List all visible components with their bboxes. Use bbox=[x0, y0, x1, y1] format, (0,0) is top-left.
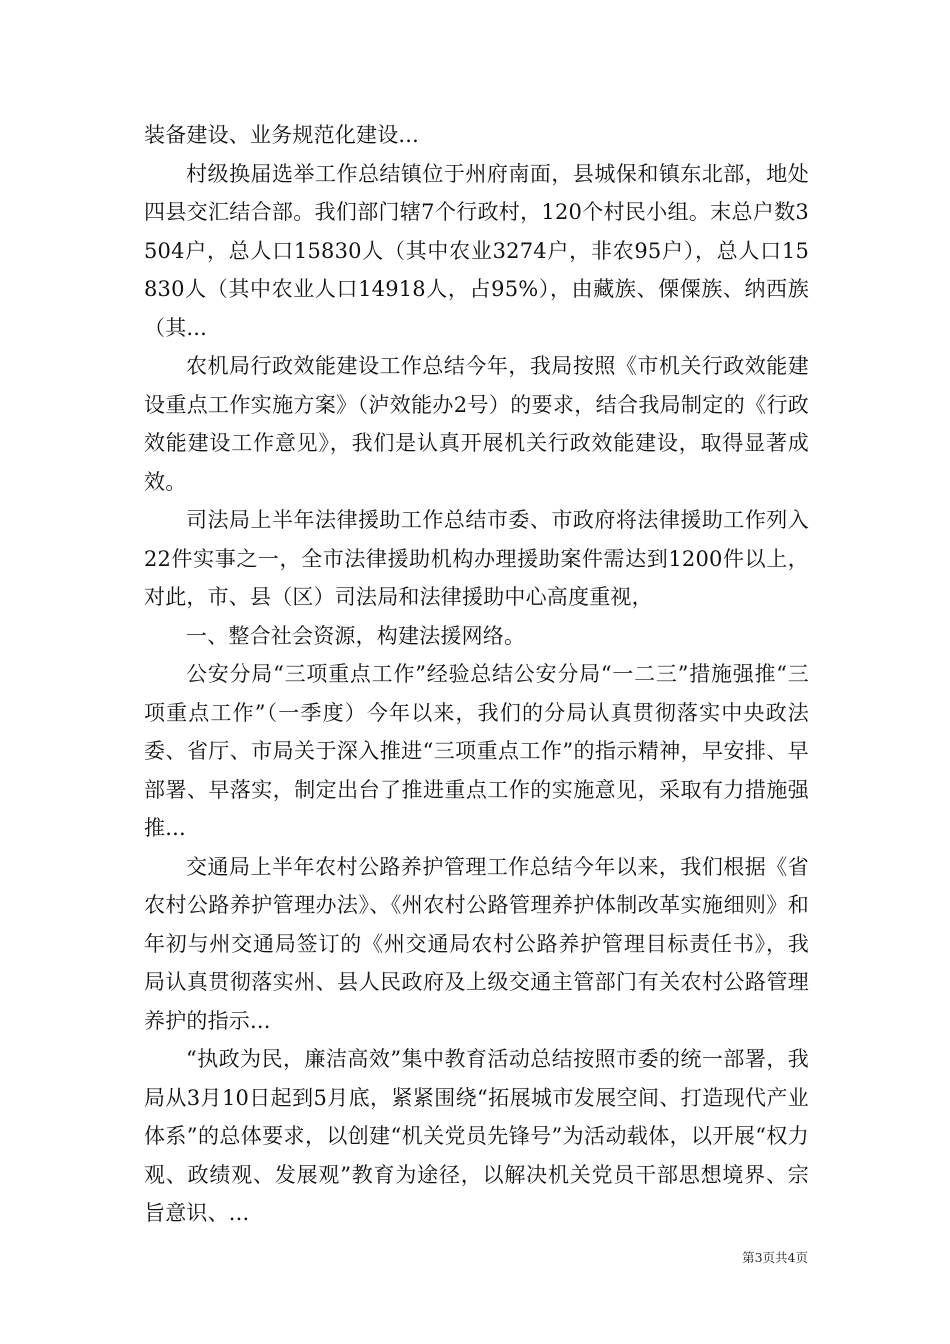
paragraph-2: 村级换届选举工作总结镇位于州府南面，县城保和镇东北部，地处四县交汇结合部。我们部门辖7个行政村，120个村民小组。末总户数3504户，总人口15830人（其中农业3274户，非农95户），总人口15830人（其中农业人口14918人，占95%），由藏族、傈僳族、纳西族（其... bbox=[144, 161, 809, 340]
paragraph-8: “执政为民，廉洁高效”集中教育活动总结按照市委的统一部署，我局从3月10日起到5月底，紧紧围绕“拓展城市发展空间、打造现代产业体系”的总体要求，以创建“机关党员先锋号”为活动载体，以开展“权力观、政绩观、发展观”教育为途径，以解决机关党员干部思想境界、宗旨意识、... bbox=[144, 1047, 809, 1225]
paragraph-4: 司法局上半年法律援助工作总结市委、市政府将法律援助工作列入22件实事之一，全市法律援助机构办理援助案件需达到1200件以上，对此，市、县（区）司法局和法律援助中心高度重视， bbox=[144, 508, 809, 609]
paragraph-6: 公安分局“三项重点工作”经验总结公安分局“一二三”措施强推“三项重点工作”（一季度）今年以来，我们的分局认真贯彻落实中央政法委、省厅、市局关于深入推进“三项重点工作”的指示精神，早安排、早部署、早落实，制定出台了推进重点工作的实施意见，采取有力措施强推... bbox=[144, 662, 809, 840]
paragraph-3: 农机局行政效能建设工作总结今年，我局按照《市机关行政效能建设重点工作实施方案》（泸效能办2号）的要求，结合我局制定的《行政效能建设工作意见》，我们是认真开展机关行政效能建设，取得显著成效。 bbox=[144, 354, 809, 494]
document-body bbox=[144, 116, 809, 1233]
paragraph-7: 交通局上半年农村公路养护管理工作总结今年以来，我们根据《省农村公路养护管理办法》、《州农村公路管理养护体制改革实施细则》和年初与州交通局签订的《州交通局农村公路养护管理目标责任书》，我局认真贯彻落实州、县人民政府及上级交通主管部门有关农村公路管理养护的指示... bbox=[144, 854, 809, 1033]
paragraph-1: 装备建设、业务规范化建设... bbox=[144, 123, 420, 147]
paragraph-5: 一、整合社会资源，构建法援网络。 bbox=[186, 623, 526, 648]
page-number-footer: 第3页共4页 bbox=[742, 1250, 808, 1265]
